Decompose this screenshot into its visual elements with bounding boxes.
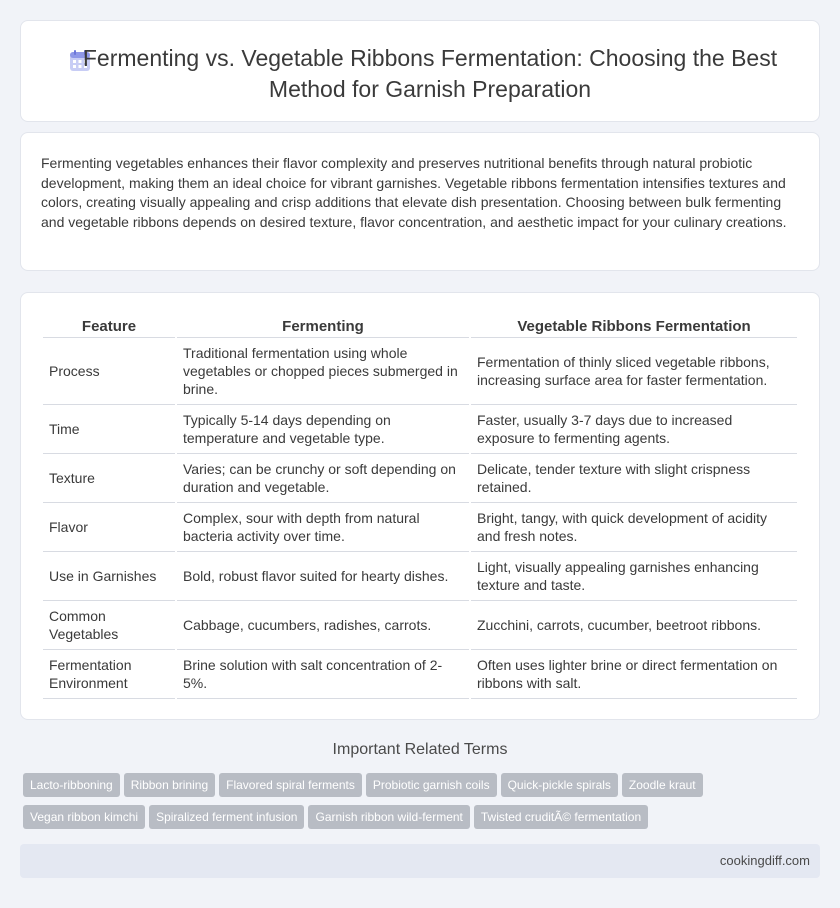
related-term-tag[interactable]: Quick-pickle spirals	[501, 773, 618, 797]
row-feature: Use in Garnishes	[43, 552, 175, 601]
related-terms-list	[23, 773, 823, 837]
row-feature: Texture	[43, 454, 175, 503]
row-feature: Fermentation Environment	[43, 650, 175, 699]
table-row	[43, 503, 797, 552]
row-ribbons: Bright, tangy, with quick development of acidity and fresh notes.	[471, 503, 797, 552]
row-feature: Flavor	[43, 503, 175, 552]
row-fermenting: Brine solution with salt concentration of 2-5%.	[177, 650, 469, 699]
related-term-tag[interactable]: Garnish ribbon wild-ferment	[308, 805, 469, 829]
row-ribbons: Delicate, tender texture with slight crispness retained.	[471, 454, 797, 503]
table-row	[43, 454, 797, 503]
row-feature: Process	[43, 338, 175, 405]
related-term-tag[interactable]: Flavored spiral ferments	[219, 773, 362, 797]
row-feature: Common Vegetables	[43, 601, 175, 650]
table-header-row	[43, 315, 797, 338]
row-fermenting: Traditional fermentation using whole vegetables or chopped pieces submerged in brine.	[177, 338, 469, 405]
related-term-tag[interactable]: Twisted cruditÃ© fermentation	[474, 805, 648, 829]
related-term-tag[interactable]: Zoodle kraut	[622, 773, 703, 797]
row-fermenting: Bold, robust flavor suited for hearty dishes.	[177, 552, 469, 601]
related-term-tag[interactable]: Vegan ribbon kimchi	[23, 805, 145, 829]
row-fermenting: Cabbage, cucumbers, radishes, carrots.	[177, 601, 469, 650]
footer	[20, 844, 820, 878]
row-fermenting: Typically 5-14 days depending on temperature and vegetable type.	[177, 405, 469, 454]
related-term-tag[interactable]: Ribbon brining	[124, 773, 215, 797]
header-ribbons: Vegetable Ribbons Fermentation	[471, 315, 797, 338]
table-row	[43, 338, 797, 405]
table-row	[43, 552, 797, 601]
row-feature: Time	[43, 405, 175, 454]
header-feature: Feature	[43, 315, 175, 338]
row-fermenting: Complex, sour with depth from natural bacteria activity over time.	[177, 503, 469, 552]
header-card	[20, 20, 820, 122]
table-row	[43, 405, 797, 454]
comparison-table	[41, 315, 799, 699]
row-ribbons: Faster, usually 3-7 days due to increased exposure to fermenting agents.	[471, 405, 797, 454]
row-ribbons: Zucchini, carrots, cucumber, beetroot ribbons.	[471, 601, 797, 650]
row-ribbons: Fermentation of thinly sliced vegetable ribbons, increasing surface area for faster fermentation.	[471, 338, 797, 405]
header-fermenting: Fermenting	[177, 315, 469, 338]
related-term-tag[interactable]: Lacto-ribboning	[23, 773, 120, 797]
intro-paragraph: Fermenting vegetables enhances their flavor complexity and preserves nutritional benefits through natural probiotic development, making them an ideal choice for vibrant garnishes. Vegetable ribbons fermentation intensifies textures and colors, creating visually appealing and crisp additions that elevate dish presentation. Choosing between bulk fermenting and vegetable ribbons depends on desired texture, flavor concentration, and aesthetic impact for your culinary creations.	[41, 155, 787, 230]
row-ribbons: Often uses lighter brine or direct fermentation on ribbons with salt.	[471, 650, 797, 699]
related-term-tag[interactable]: Probiotic garnish coils	[366, 773, 497, 797]
page-title: Fermenting vs. Vegetable Ribbons Fermentation: Choosing the Best Method for Garnish Preparation	[82, 45, 778, 102]
row-ribbons: Light, visually appealing garnishes enhancing texture and taste.	[471, 552, 797, 601]
related-term-tag[interactable]: Spiralized ferment infusion	[149, 805, 304, 829]
table-row	[43, 601, 797, 650]
comparison-card	[20, 292, 820, 720]
row-fermenting: Varies; can be crunchy or soft depending on duration and vegetable.	[177, 454, 469, 503]
related-terms-title: Important Related Terms	[332, 741, 508, 758]
footer-site-link[interactable]: cookingdiff.com	[719, 853, 810, 868]
intro-card	[20, 132, 820, 271]
table-row	[43, 650, 797, 699]
